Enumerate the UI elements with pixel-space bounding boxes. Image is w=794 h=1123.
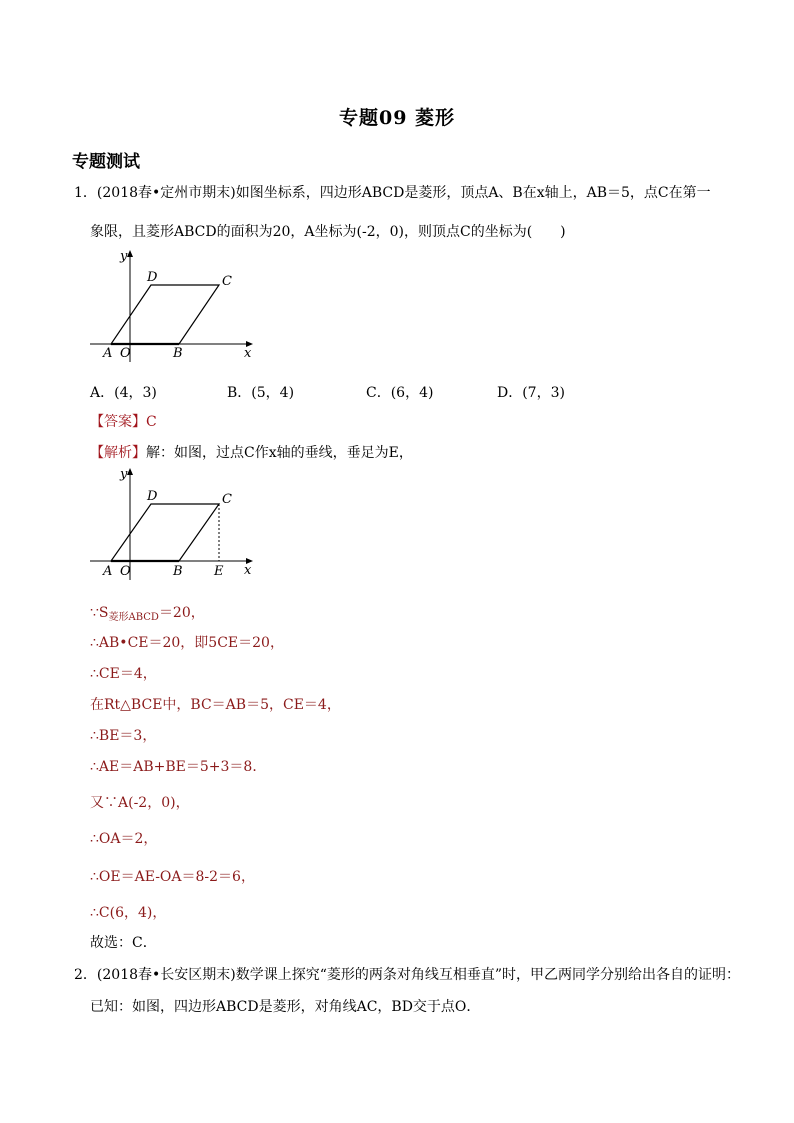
label-o: O xyxy=(120,346,131,361)
q2-line2: 已知：如图，四边形ABCD是菱形，对角线AC，BD交于点O． xyxy=(90,999,481,1015)
step-7: 又∵A(-2，0)， xyxy=(90,795,190,811)
step-1-post: ＝20， xyxy=(158,605,205,621)
label-a: A xyxy=(103,346,113,361)
answer-value: C xyxy=(146,414,157,430)
step-9: ∴OE＝AE-OA＝8-2＝6， xyxy=(90,869,255,885)
q1-choice-d: D．(7，3) xyxy=(497,385,565,401)
rhombus-abcd xyxy=(111,504,219,561)
rhombus-abcd xyxy=(111,285,219,344)
step-11: 故选：C． xyxy=(90,935,157,951)
q1-line2: 象限，且菱形ABCD的面积为20，A坐标为(-2，0)，则顶点C的坐标为( ) xyxy=(90,224,566,240)
step-3: ∴CE＝4， xyxy=(90,666,157,682)
answer-tag: 【答案】 xyxy=(90,414,146,430)
label-x: x xyxy=(244,563,252,578)
step-5: ∴BE＝3， xyxy=(90,728,157,744)
step-1-subscript: 菱形ABCD xyxy=(108,612,159,623)
label-o: O xyxy=(120,564,131,579)
q1-figure xyxy=(88,250,258,365)
step-4: 在Rt△BCE中，BC＝AB＝5，CE＝4， xyxy=(90,697,341,713)
page-title: 专题09 菱形 xyxy=(338,107,456,129)
step-2: ∴AB•CE＝20，即5CE＝20， xyxy=(90,635,284,651)
q1-choice-a: A．(4，3) xyxy=(90,385,157,401)
label-d: D xyxy=(147,489,158,504)
q1-solution-figure xyxy=(88,468,258,583)
q2-text-line-1 xyxy=(74,966,740,984)
label-b: B xyxy=(173,346,183,361)
q1-line1: (2018春•定州市期末)如图坐标系，四边形ABCD是菱形，顶点A、B在x轴上，AB＝5，点C在第一 xyxy=(96,185,711,201)
label-e: E xyxy=(214,564,224,579)
q1-analysis xyxy=(90,444,413,462)
step-1 xyxy=(90,604,205,624)
step-8: ∴OA＝2， xyxy=(90,831,158,847)
q2-line1: (2018春•长安区期末)数学课上探究“菱形的两条对角线互相垂直”时，甲乙两同学分别给出各自的证明： xyxy=(96,967,741,983)
q1-number: 1． xyxy=(74,185,97,201)
q1-choice-b: B．(5，4) xyxy=(227,385,295,401)
y-axis-arrow xyxy=(127,250,133,257)
label-x: x xyxy=(244,346,252,361)
label-b: B xyxy=(173,564,183,579)
q1-choice-c: C．(6，4) xyxy=(366,385,434,401)
step-1-pre: ∵S xyxy=(90,605,109,621)
section-heading: 专题测试 xyxy=(72,152,140,172)
step-10: ∴C(6，4)， xyxy=(90,905,167,921)
analysis-tag: 【解析】 xyxy=(90,445,146,461)
q2-number: 2． xyxy=(74,967,97,983)
label-d: D xyxy=(147,270,158,285)
label-a: A xyxy=(103,564,113,579)
q1-answer xyxy=(90,413,157,431)
q1-text-line-1 xyxy=(74,184,711,202)
label-c: C xyxy=(222,492,232,507)
label-c: C xyxy=(222,274,232,289)
y-axis-arrow xyxy=(127,468,133,475)
label-y: y xyxy=(120,250,128,264)
analysis-intro: 解：如图，过点C作x轴的垂线，垂足为E， xyxy=(146,445,413,461)
step-6: ∴AE＝AB+BE＝5+3＝8． xyxy=(90,759,267,775)
label-y: y xyxy=(120,468,128,482)
